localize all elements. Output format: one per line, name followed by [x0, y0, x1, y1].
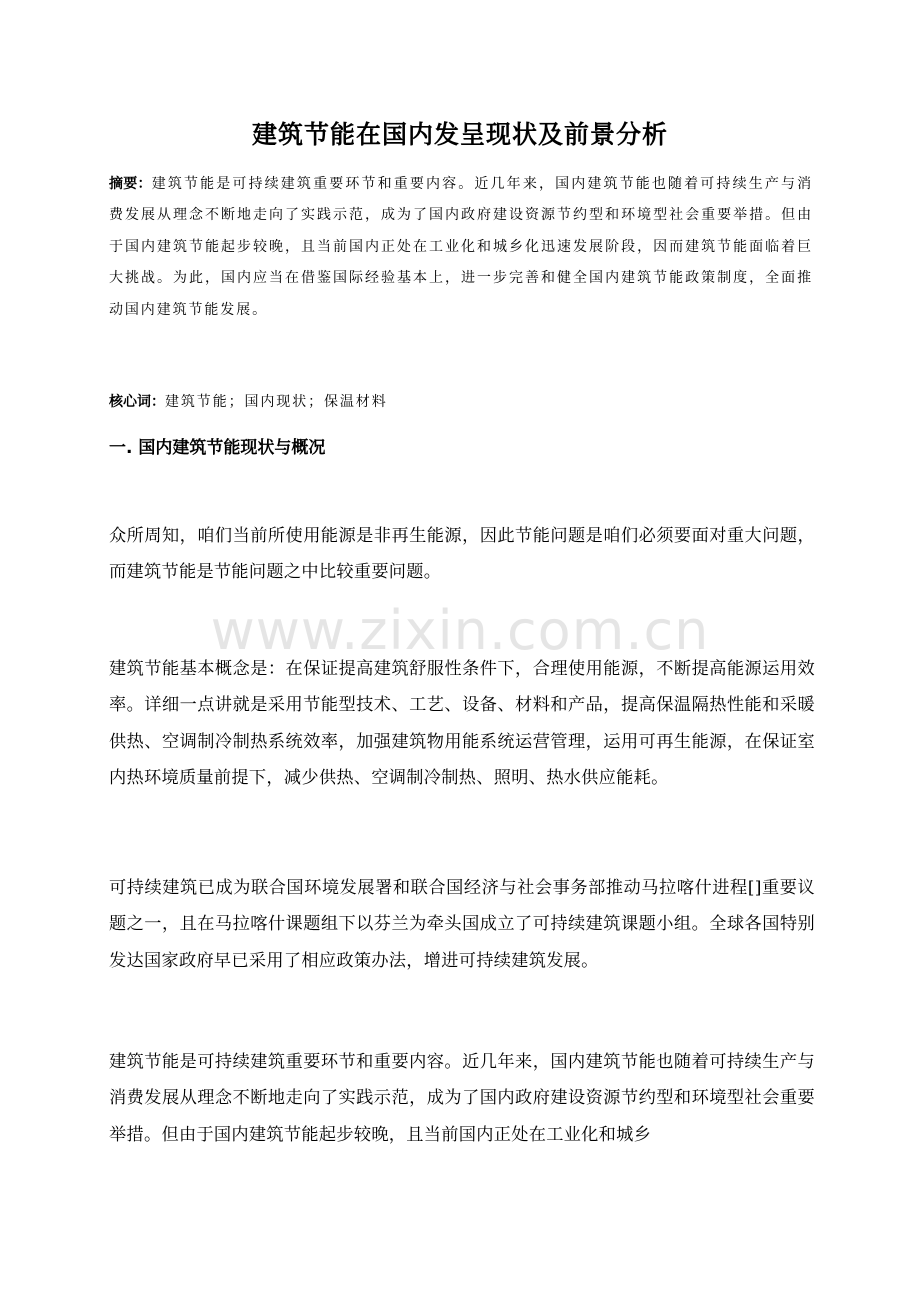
abstract-label: 摘要：: [109, 176, 152, 192]
section-heading: 一. 国内建筑节能现状与概况: [109, 438, 326, 458]
body-paragraph: 建筑节能是可持续建筑重要环节和重要内容。近几年来，国内建筑节能也随着可持续生产与消费发展从理念不断地走向了实践示范，成为了国内政府建设资源节约型和环境型社会重要举措。但由于国内建筑节能起步较晚，且当前国内正处在工业化和城乡: [109, 1052, 815, 1145]
body-paragraph: 众所周知，咱们当前所使用能源是非再生能源，因此节能问题是咱们必须要面对重大问题，而建筑节能是节能问题之中比较重要问题。: [109, 526, 815, 583]
document-title: 建筑节能在国内发呈现状及前景分析: [251, 120, 668, 149]
body-paragraph: 建筑节能基本概念是：在保证提高建筑舒服性条件下，合理使用能源，不断提高能源运用效率。详细一点讲就是采用节能型技术、工艺、设备、材料和产品，提高保温隔热性能和采暖供热、空调制冷制热系统效率，加强建筑物用能系统运营管理，运用可再生能源，在保证室内热环境质量前提下，减少供热、空调制冷制热、照明、热水供应能耗。: [109, 659, 815, 789]
keywords-text: 建筑节能；国内现状；保温材料: [165, 394, 388, 410]
abstract-text: 建筑节能是可持续建筑重要环节和重要内容。近几年来，国内建筑节能也随着可持续生产与消费发展从理念不断地走向了实践示范，成为了国内政府建设资源节约型和环境型社会重要举措。但由于国内建筑节能起步较晚，且当前国内正处在工业化和城乡化迅速发展阶段，因而建筑节能面临着巨大挑战。为此，国内应当在借鉴国际经验基本上，进一步完善和健全国内建筑节能政策制度，全面推动国内建筑节能发展。: [109, 176, 814, 318]
abstract-block: [109, 169, 813, 326]
keywords-block: [109, 387, 813, 418]
keywords-label: 核心词：: [109, 394, 165, 410]
watermark-text: www.zixin.com.cn: [210, 599, 710, 662]
body-paragraph: 可持续建筑已成为联合国环境发展署和联合国经济与社会事务部推动马拉喀什进程[]重要议题之一，且在马拉喀什课题组下以芬兰为牵头国成立了可持续建筑课题小组。全球各国特别发达国家政府早已采用了相应政策办法，增进可持续建筑发展。: [109, 878, 815, 971]
